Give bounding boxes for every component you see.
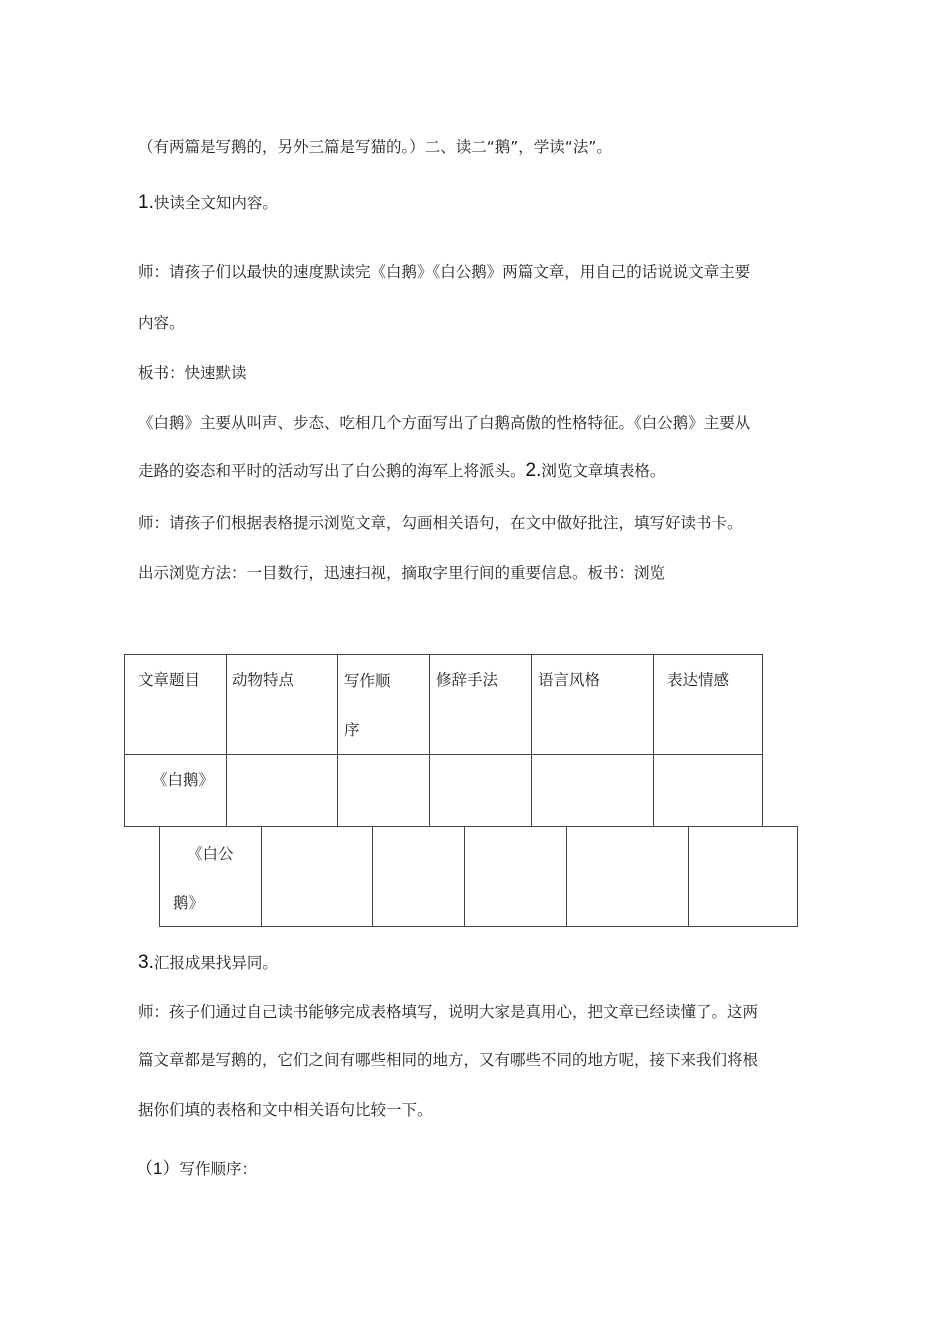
subsection-1-number: （1） [136,1159,180,1178]
section-1-title: 快读全文知内容。 [153,194,278,212]
paragraph-teacher-2: 师：请孩子们根据表格提示浏览文章，勾画相关语句，在文中做好批注，填写好读书卡。 [138,514,743,532]
table-header-title: 文章题目 [138,671,201,689]
section-1-heading [138,192,278,214]
table-header-order-a: 写作顺 [344,672,391,690]
table-cell [653,754,763,827]
paragraph-browse-method: 出示浏览方法：一目数行，迅速扫视，摘取字里行间的重要信息。板书：浏览 [138,564,666,582]
subsection-1-title: 写作顺序： [179,1160,257,1178]
table-cell [372,826,465,927]
table-header-style: 语言风格 [538,671,601,689]
paragraph-teacher-1a: 师：请孩子们以最快的速度默读完《白鹅》《白公鹅》两篇文章，用自己的话说说文章主要 [138,263,751,281]
table-cell [566,826,689,927]
table-row-title-baie: 《白鹅》 [152,771,215,789]
paragraph-summary-a: 《白鹅》主要从叫声、步态、吃相几个方面写出了白鹅高傲的性格特征。《白公鹅》主要从 [138,414,751,432]
table-row-title-baigonge-a: 《白公 [187,845,234,863]
table-cell [688,826,798,927]
paragraph-teacher-1b: 内容。 [138,314,185,332]
summary-text: 走路的姿态和平时的活动写出了白公鹅的海军上将派头。 [138,462,526,480]
table-cell [337,754,430,827]
section-2-number: 2. [525,460,542,481]
section-3-title: 汇报成果找异同。 [153,954,278,972]
board-note-1: 板书：快速默读 [138,364,247,382]
table-cell [464,826,567,927]
table-cell [429,754,532,827]
paragraph-summary-b [138,460,665,482]
paragraph-intro: （有两篇是写鹅的，另外三篇是写猫的。）二、读二“鹅”，学读“法”。 [138,138,612,156]
section-3-heading [138,952,278,974]
paragraph-teacher-3a: 师：孩子们通过自己读书能够完成表格填写，说明大家是真用心，把文章已经读懂了。这两 [138,1003,759,1021]
table-header-feature: 动物特点 [232,671,295,689]
table-cell [261,826,373,927]
table-header-order-b: 序 [344,721,360,739]
section-3-number: 3. [138,952,154,973]
table-cell [531,754,654,827]
paragraph-teacher-3b: 篇文章都是写鹅的，它们之间有哪些相同的地方，又有哪些不同的地方呢，接下来我们将根 [138,1051,759,1069]
table-cell [226,754,338,827]
table-header-emotion: 表达情感 [667,671,730,689]
subsection-1-heading [136,1158,257,1180]
table-header-rhetoric: 修辞手法 [436,671,499,689]
paragraph-teacher-3c: 据你们填的表格和文中相关语句比较一下。 [138,1101,433,1119]
section-1-number: 1. [138,192,154,213]
section-2-title: 浏览文章填表格。 [541,462,666,480]
table-row-title-baigonge-b: 鹅》 [173,894,205,912]
